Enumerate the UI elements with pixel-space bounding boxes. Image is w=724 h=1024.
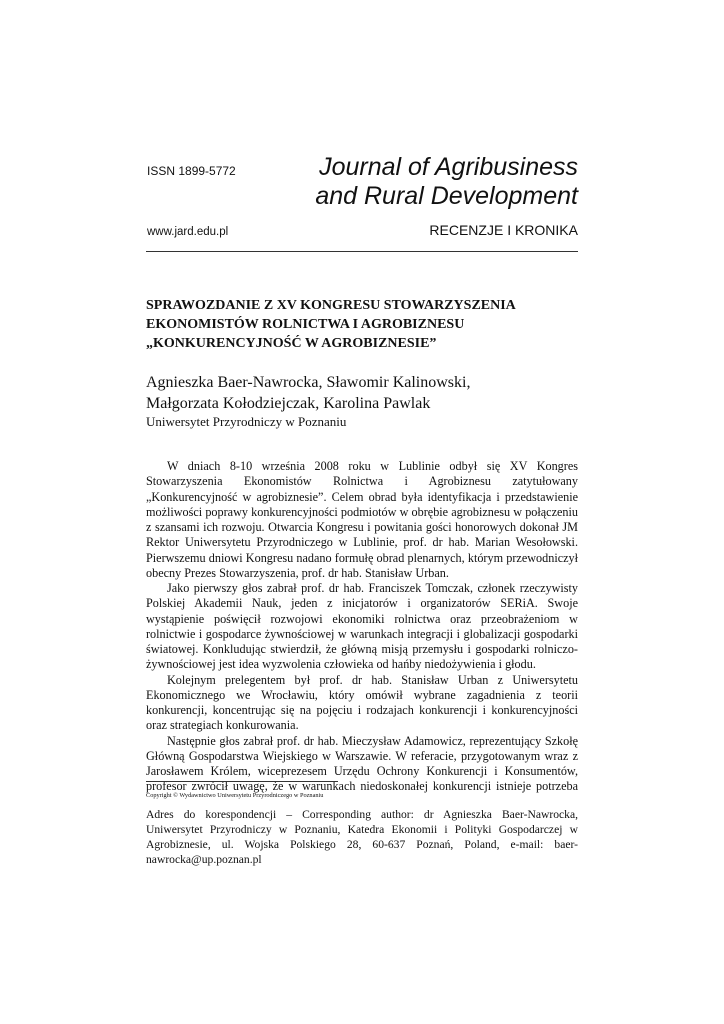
body-paragraph: Kolejnym prelegentem był prof. dr hab. Stanisław Urban z Uniwersytetu Ekonomicznego we Wrocławiu, który omówił wybrane zagadnienia z teorii konkurencji, koncentrując się na pojęciu i rodzajach konkurencji i konkurencyjności oraz strategiach konkurowania. [146, 672, 578, 733]
affiliation: Uniwersytet Przyrodniczy w Poznaniu [146, 414, 347, 429]
article-title-line: „KONKURENCYJNOŚĆ W AGROBIZNESIE” [146, 336, 437, 351]
journal-title-line1: Journal of Agribusiness [319, 153, 578, 181]
body-paragraph: W dniach 8-10 września 2008 roku w Lublinie odbył się XV Kongres Stowarzyszenia Ekonomistów Rolnictwa i Agrobiznesu zatytułowany „Konkurencyjność w agrobiznesie”. Celem obrad była identyfikacja i przedstawienie możliwości poprawy konkurencyjności podmiotów w obrębie agrobiznesu w połączeniu z szansami ich rozwoju. Otwarcia Kongresu i powitania gości honorowych dokonał JM Rektor Uniwersytetu Przyrodniczego w Lublinie, prof. dr hab. Marian Wesołowski. Pierwszemu dniowi Kongresu nadano formułę obrad plenarnych, którym przewodniczył obecny Prezes Stowarzyszenia, prof. dr hab. Stanisław Urban. [146, 459, 578, 580]
header-divider [146, 251, 578, 252]
copyright-note: Copyright © Wydawnictwo Uniwersytetu Przyrodniczego w Poznaniu [146, 792, 324, 799]
footnote-divider [146, 781, 338, 782]
article-title-line: SPRAWOZDANIE Z XV KONGRESU STOWARZYSZENIA [146, 298, 516, 313]
article-title-line: EKONOMISTÓW ROLNICTWA I AGROBIZNESU [146, 317, 465, 332]
body-paragraph: Jako pierwszy głos zabrał prof. dr hab. Franciszek Tomczak, członek rzeczywisty Polskiej Akademii Nauk, jeden z inicjatorów i organizatorów SERiA. Swoje wystąpienie poświęcił rozwojowi ekonomiki rolnictwa oraz przeobrażeniom w rolnictwie i gospodarce żywnościowej w warunkach integracji i globalizacji gospodarki światowej. Konkludując stwierdził, że główną misją przemysłu i gospodarki rolniczo-żywnościowej jest idea wyzwolenia człowieka od hańby niedożywienia i głodu. [146, 581, 578, 672]
authors [146, 372, 470, 414]
authors-line: Małgorzata Kołodziejczak, Karolina Pawlak [146, 395, 431, 412]
journal-website: www.jard.edu.pl [147, 226, 229, 238]
article-body [146, 459, 578, 795]
correspondence-address: Adres do korespondencji – Corresponding author: dr Agnieszka Baer-Nawrocka, Uniwersytet Przyrodniczy w Poznaniu, Katedra Ekonomii i Polityki Gospodarczej w Agrobiznesie, ul. Wojska Polskiego 28, 60-637 Poznań, Poland, e-mail: baer-nawrocka@up.poznan.pl [146, 808, 578, 866]
section-label: RECENZJE I KRONIKA [429, 222, 578, 238]
body-paragraph: Następnie głos zabrał prof. dr hab. Mieczysław Adamowicz, reprezentujący Szkołę Główną Gospodarstwa Wiejskiego w Warszawie. W referacie, przygotowanym wraz z Jarosławem Królem, wiceprezesem Urzędu Ochrony Konkurencji i Konsumentów, profesor zwrócił uwagę, że w warunkach niedoskonałej konkurencji istnieje potrzeba [146, 733, 578, 794]
article-title [146, 296, 578, 353]
authors-line: Agnieszka Baer-Nawrocka, Sławomir Kalinowski, [146, 374, 471, 391]
journal-title-line2: and Rural Development [315, 182, 578, 210]
issn-number: ISSN 1899-5772 [147, 164, 236, 178]
